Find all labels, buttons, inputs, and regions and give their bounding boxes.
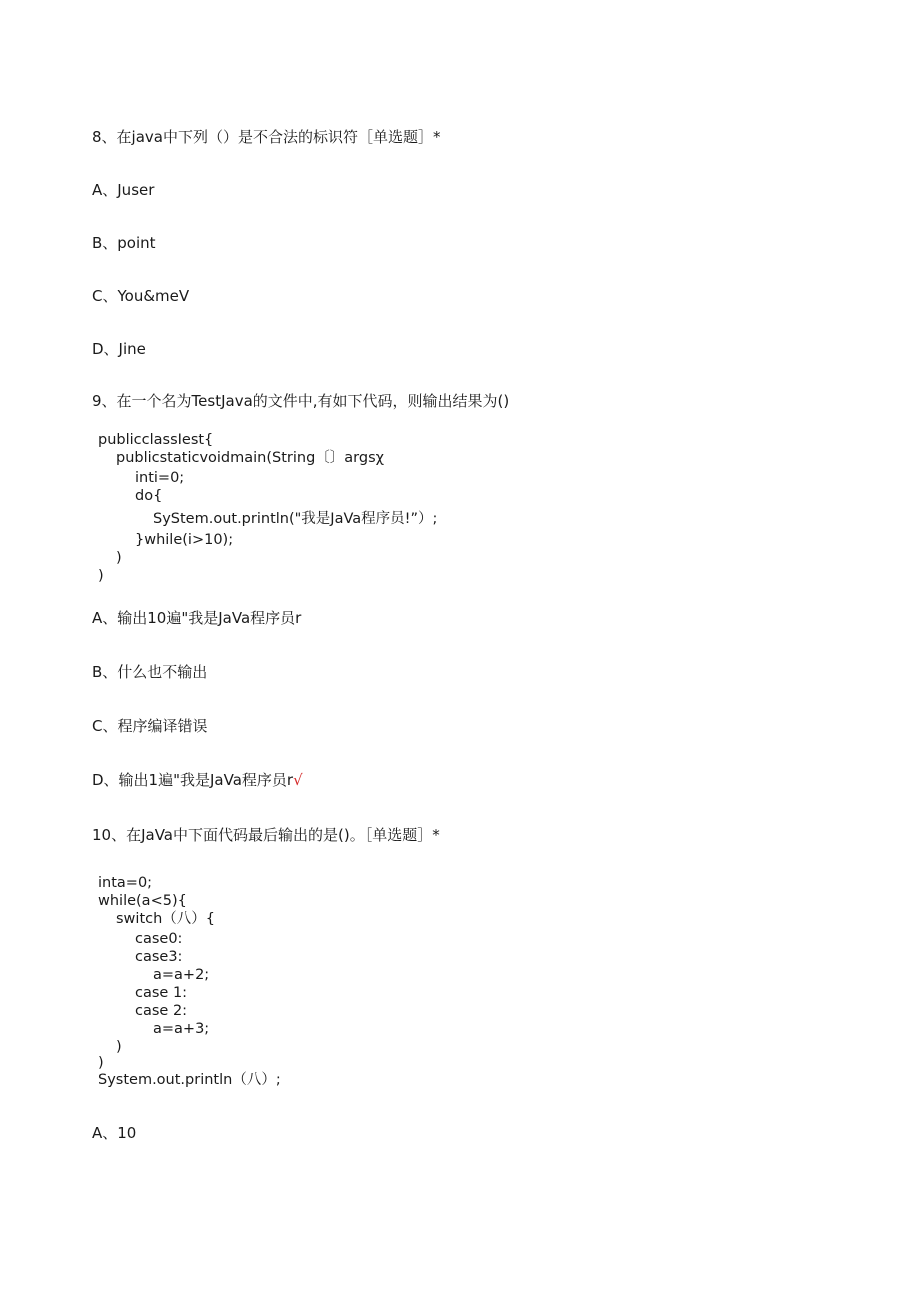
question-9-option-d-label: D、输出1遍"我是JaVa程序员r <box>92 771 294 789</box>
code-line: ) <box>98 1055 104 1071</box>
code-line: publicstaticvoidmain(String〔〕argsχ <box>116 450 385 466</box>
question-8-option-d[interactable]: D、Jine <box>92 340 146 358</box>
question-8-title: 8、在java中下列（）是不合法的标识符［单选题］* <box>92 128 441 146</box>
question-9-option-b[interactable]: B、什么也不输出 <box>92 663 208 681</box>
code-line: case0: <box>135 931 183 947</box>
code-line: switch（八）{ <box>116 911 216 927</box>
code-line: a=a+2; <box>153 967 210 983</box>
code-line: ) <box>116 550 122 566</box>
code-line: System.out.println（八）; <box>98 1072 281 1088</box>
code-line: case 2: <box>135 1003 188 1019</box>
question-8-option-a[interactable]: A、Juser <box>92 181 155 199</box>
question-9-option-a[interactable]: A、输出10遍"我是JaVa程序员r <box>92 609 302 627</box>
code-line: }while(i>10); <box>135 532 234 548</box>
question-9-option-d[interactable] <box>92 770 303 790</box>
code-line: SyStem.out.println("我是JaVa程序员!”）; <box>153 511 438 527</box>
code-line: inta=0; <box>98 875 153 891</box>
code-line: case 1: <box>135 985 188 1001</box>
question-8-option-c[interactable]: C、You&meV <box>92 287 190 305</box>
code-line: while(a<5){ <box>98 893 187 909</box>
code-line: do{ <box>135 488 163 504</box>
question-8-option-b[interactable]: B、point <box>92 234 156 252</box>
question-9-title: 9、在一个名为TestJava的文件中,有如下代码，则输出结果为() <box>92 392 510 410</box>
code-line: a=a+3; <box>153 1021 210 1037</box>
correct-check-icon: √ <box>293 771 303 789</box>
question-9-option-c[interactable]: C、程序编译错误 <box>92 717 208 735</box>
code-line: ) <box>98 568 104 584</box>
code-line: inti=0; <box>135 470 185 486</box>
question-10-option-a[interactable]: A、10 <box>92 1124 137 1142</box>
code-line: publicclassIest{ <box>98 432 214 448</box>
code-line: case3: <box>135 949 183 965</box>
question-10-title: 10、在JaVa中下面代码最后输出的是()。［单选题］* <box>92 826 440 844</box>
code-line: ) <box>116 1039 122 1055</box>
